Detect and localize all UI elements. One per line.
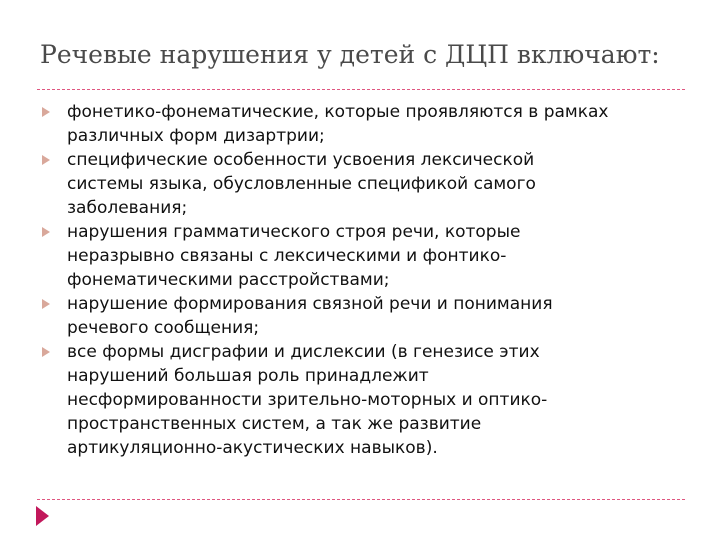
list-item-line: фонематическими расстройствами; (67, 270, 390, 290)
list-item-line: все формы дисграфии и дислексии (в генезисе этих (67, 342, 540, 362)
list-item-line: неразрывно связаны с лексическими и фонтико- (67, 246, 507, 266)
list-item (40, 148, 690, 220)
list-item-line: пространственных систем, а так же развитие (67, 414, 482, 434)
triangle-marker-icon (36, 506, 49, 526)
triangle-bullet-icon (42, 299, 50, 309)
list-item-line: системы языка, обусловленные спецификой самого (67, 174, 536, 194)
triangle-bullet-icon (42, 107, 50, 117)
list-item (40, 292, 690, 340)
list-item-line: несформированности зрительно-моторных и оптико- (67, 390, 548, 410)
triangle-bullet-icon (42, 155, 50, 165)
triangle-bullet-icon (42, 227, 50, 237)
list-item-line: заболевания; (67, 198, 188, 218)
list-item-line: речевого сообщения; (67, 318, 260, 338)
bullet-list (40, 100, 690, 460)
list-item (40, 100, 690, 148)
list-item-line: специфические особенности усвоения лексической (67, 150, 535, 170)
list-item-line: нарушений большая роль принадлежит (67, 366, 429, 386)
list-item-line: фонетико-фонематические, которые проявляются в рамках (67, 102, 609, 122)
triangle-bullet-icon (42, 347, 50, 357)
list-item (40, 340, 690, 460)
list-item-line: различных форм дизартрии; (67, 126, 325, 146)
list-item-line: артикуляционно-акустических навыков). (67, 438, 438, 458)
slide-title: Речевые нарушения у детей с ДЦП включают: (40, 40, 660, 69)
title-divider (37, 89, 685, 90)
list-item-line: нарушения грамматического строя речи, которые (67, 222, 521, 242)
footer-divider (37, 499, 685, 500)
list-item (40, 220, 690, 292)
list-item-line: нарушение формирования связной речи и понимания (67, 294, 553, 314)
